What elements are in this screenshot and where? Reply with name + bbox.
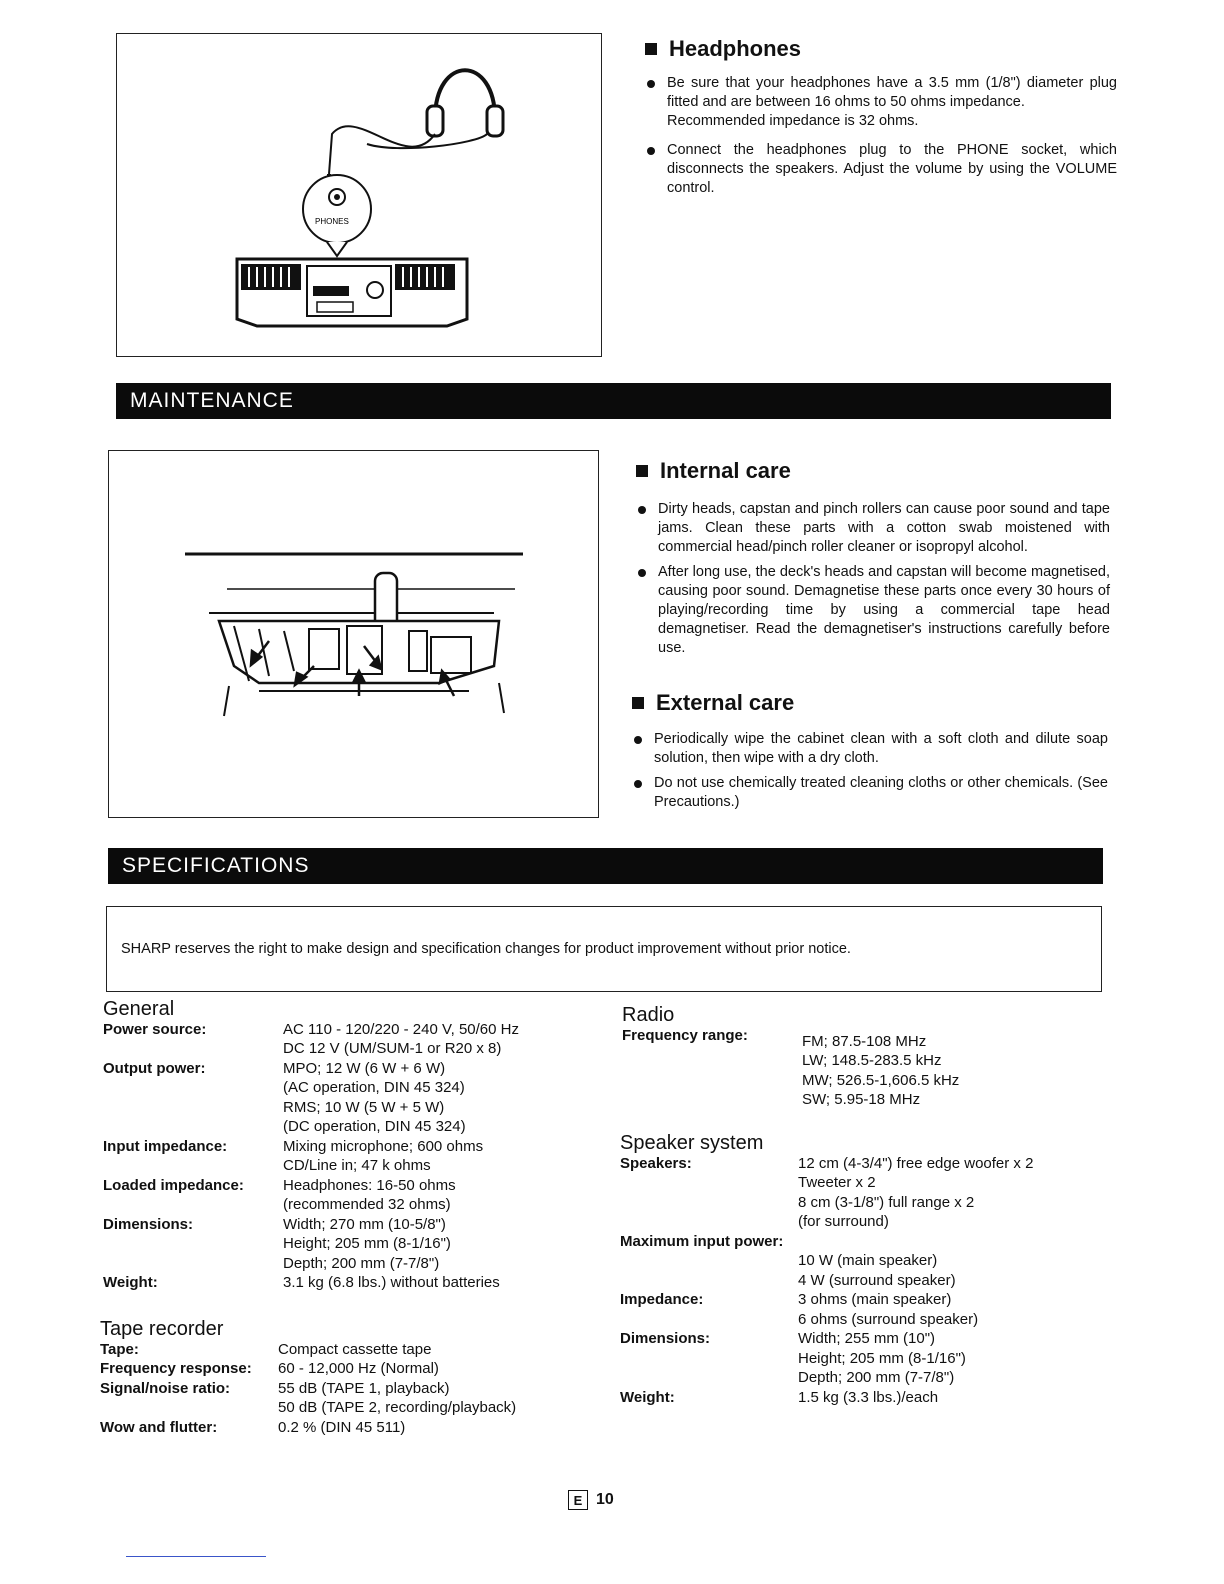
spec-value: Tweeter x 2 [798, 1174, 876, 1191]
radio-specs [622, 1006, 1102, 1110]
spec-row [103, 1215, 603, 1274]
speaker-specs [620, 1134, 1100, 1407]
spec-value: Depth; 200 mm (7-7/8") [798, 1369, 955, 1386]
maintenance-bar-title: MAINTENANCE [130, 389, 294, 412]
spec-row [620, 1154, 1100, 1232]
spec-row [103, 1137, 603, 1176]
spec-value: RMS; 10 W (5 W + 5 W) [283, 1098, 445, 1116]
spec-value: 3 ohms (main speaker) [798, 1291, 952, 1308]
spec-row [103, 1020, 603, 1059]
general-title: General [103, 998, 175, 1020]
spec-label: Maximum input power: [620, 1232, 784, 1250]
spec-value: Height; 205 mm (8-1/16") [798, 1349, 966, 1367]
specifications-bar [108, 848, 1103, 884]
spec-value: 1.5 kg (3.3 lbs.)/each [798, 1388, 939, 1406]
headphones-title: Headphones [669, 36, 802, 61]
spec-row [103, 1059, 603, 1137]
external-care-heading [632, 690, 1108, 716]
notice-box [106, 906, 1102, 992]
spec-label: Loaded impedance: [103, 1176, 244, 1194]
spec-value: SW; 5.95-18 MHz [802, 1091, 921, 1108]
spec-value: (for surround) [798, 1213, 889, 1230]
spec-value: 12 cm (4-3/4") free edge woofer x 2 [798, 1154, 1034, 1172]
spec-value: 8 cm (3-1/8") full range x 2 [798, 1193, 975, 1211]
page-number [568, 1490, 614, 1510]
radio-title: Radio [622, 1004, 675, 1026]
headphones-bullet-text: Connect the headphones plug to the PHONE socket, which disconnects the speakers. Adjust the volume by using the VOLUME control. [667, 142, 1117, 196]
spec-value: (recommended 32 ohms) [283, 1196, 451, 1213]
spec-row [622, 1026, 1102, 1110]
external-care-bullet: Do not use chemically treated cleaning cloths or other chemicals. (See Precautions.) [632, 774, 1108, 812]
spec-label: Output power: [103, 1059, 206, 1077]
spec-label: Power source: [103, 1020, 207, 1038]
tape-specs [100, 1320, 600, 1437]
headphones-recommended: Recommended impedance is 32 ohms. [667, 113, 919, 129]
spec-label: Dimensions: [620, 1330, 711, 1347]
spec-value: DC 12 V (UM/SUM-1 or R20 x 8) [283, 1040, 502, 1057]
spec-value: AC 110 - 120/220 - 240 V, 50/60 Hz [283, 1020, 519, 1038]
spec-label: Impedance: [620, 1291, 704, 1308]
spec-value: 0.2 % (DIN 45 511) [278, 1418, 406, 1436]
spec-value: Width; 270 mm (10-5/8") [283, 1215, 446, 1233]
tape-deck-figure [108, 450, 599, 818]
tape-deck-illustration [109, 451, 598, 817]
spec-label: Dimensions: [103, 1215, 194, 1233]
spec-value: LW; 148.5-283.5 kHz [802, 1052, 942, 1069]
square-bullet-icon [636, 465, 648, 477]
language-mark: E [568, 1490, 588, 1510]
spec-value: Mixing microphone; 600 ohms [283, 1137, 484, 1155]
spec-value: MW; 526.5-1,606.5 kHz [802, 1071, 960, 1089]
spec-value: 6 ohms (surround speaker) [798, 1310, 979, 1328]
spec-value: 55 dB (TAPE 1, playback) [278, 1379, 450, 1397]
spec-label: Signal/noise ratio: [100, 1379, 231, 1397]
square-bullet-icon [632, 697, 644, 709]
notice-text: SHARP reserves the right to make design and specification changes for product improvement without prior notice. [121, 941, 851, 957]
spec-value: CD/Line in; 47 k ohms [283, 1157, 431, 1174]
spec-value: MPO; 12 W (6 W + 6 W) [283, 1059, 446, 1077]
square-bullet-icon [645, 43, 657, 55]
spec-row [620, 1329, 1100, 1388]
specifications-bar-title: SPECIFICATIONS [122, 854, 310, 877]
external-care-section [632, 690, 1108, 818]
spec-label: Weight: [103, 1274, 158, 1291]
spec-value: 50 dB (TAPE 2, recording/playback) [278, 1399, 517, 1416]
external-care-bullet: Periodically wipe the cabinet clean with a soft cloth and dilute soap solution, then wipe with a dry cloth. [632, 730, 1108, 768]
spec-row [620, 1388, 1100, 1408]
spec-row [103, 1176, 603, 1215]
headphones-section [645, 36, 1117, 204]
spec-label: Frequency response: [100, 1360, 252, 1377]
speaker-title: Speaker system [620, 1132, 764, 1154]
spec-value: (AC operation, DIN 45 324) [283, 1079, 465, 1096]
headphones-heading [645, 36, 1117, 62]
spec-value: 10 W (main speaker) [798, 1252, 938, 1269]
internal-care-bullet: Dirty heads, capstan and pinch rollers can cause poor sound and tape jams. Clean these parts with a cotton swab moistened with commercial head/pinch roller cleaner or isopropyl alcohol. [636, 500, 1110, 557]
internal-care-section [636, 458, 1110, 664]
internal-care-title: Internal care [660, 458, 791, 483]
spec-label: Speakers: [620, 1154, 692, 1172]
spec-value: 4 W (surround speaker) [798, 1271, 956, 1289]
headphones-bullet-text: Be sure that your headphones have a 3.5 mm (1/8") diameter plug fitted and are between 16 ohms to 50 ohms impedance. [667, 75, 1117, 110]
spec-row [620, 1290, 1100, 1329]
spec-value: (DC operation, DIN 45 324) [283, 1118, 466, 1135]
headphones-figure [116, 33, 602, 357]
headphones-illustration [117, 34, 601, 356]
spec-row [103, 1273, 603, 1293]
headphones-bullet [645, 74, 1117, 131]
spec-value: Compact cassette tape [278, 1340, 432, 1358]
footer-rule [126, 1556, 266, 1557]
spec-value: Depth; 200 mm (7-7/8") [283, 1254, 440, 1272]
spec-label: Weight: [620, 1388, 675, 1406]
phones-label: PHONES [315, 217, 349, 226]
external-care-title: External care [656, 690, 795, 715]
general-specs [103, 1000, 603, 1293]
spec-row [100, 1359, 600, 1379]
spec-label: Input impedance: [103, 1137, 228, 1155]
internal-care-bullet: After long use, the deck's heads and capstan will become magnetised, causing poor sound. Demagnetise these parts once every 30 hours of playing/recording time by using a commercial tape head demagnetiser. Read the demagnetiser's instructions carefully before use. [636, 563, 1110, 658]
spec-row [100, 1418, 600, 1438]
page-number-text: 10 [596, 1491, 614, 1508]
spec-value: Headphones: 16-50 ohms [283, 1176, 456, 1194]
spec-row [100, 1340, 600, 1360]
internal-care-heading [636, 458, 1110, 484]
spec-row [100, 1379, 600, 1418]
spec-value: Height; 205 mm (8-1/16") [283, 1235, 451, 1252]
headphones-bullet [645, 141, 1117, 198]
tape-title: Tape recorder [100, 1318, 224, 1340]
spec-label: Wow and flutter: [100, 1418, 218, 1436]
spec-value: 3.1 kg (6.8 lbs.) without batteries [283, 1274, 500, 1291]
spec-value: 60 - 12,000 Hz (Normal) [278, 1360, 439, 1377]
maintenance-bar [116, 383, 1111, 419]
spec-value: FM; 87.5-108 MHz [802, 1032, 927, 1050]
spec-value: Width; 255 mm (10") [798, 1330, 936, 1347]
spec-row [620, 1251, 1100, 1290]
spec-label: Tape: [100, 1340, 139, 1358]
spec-label: Frequency range: [622, 1026, 748, 1044]
